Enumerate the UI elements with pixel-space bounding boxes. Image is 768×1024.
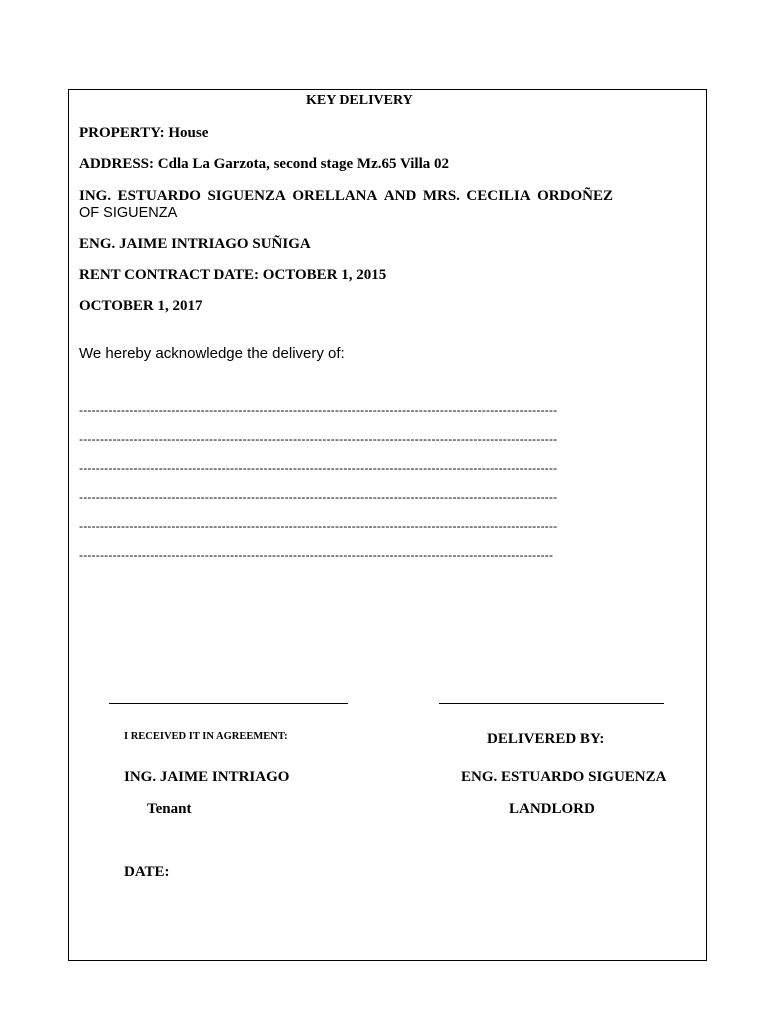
received-caption: I RECEIVED IT IN AGREEMENT: — [124, 731, 288, 742]
owners-word: SIGUENZA — [207, 188, 286, 204]
date-label: DATE: — [124, 864, 170, 880]
owners-line-1 — [79, 188, 613, 205]
second-date: OCTOBER 1, 2017 — [79, 298, 203, 314]
landlord-signature-line — [439, 703, 664, 704]
tenant-signature-line — [109, 703, 348, 704]
property-line: PROPERTY: House — [79, 125, 209, 141]
blank-line: ------------------------------------------------------------------------------------------------------------------ — [79, 403, 558, 417]
blank-line: ----------------------------------------------------------------------------------------------------------------- — [79, 548, 554, 562]
landlord-role: LANDLORD — [509, 801, 595, 817]
owners-word: ING. — [79, 188, 112, 204]
owners-word: AND — [383, 188, 417, 204]
blank-line: ------------------------------------------------------------------------------------------------------------------ — [79, 432, 558, 446]
owners-word: MRS. — [422, 188, 460, 204]
address-line: ADDRESS: Cdla La Garzota, second stage Mz.65 Villa 02 — [79, 156, 449, 172]
owners-line-2: OF SIGUENZA — [79, 205, 178, 221]
owners-word: ORDOÑEZ — [537, 188, 613, 204]
tenant-name-line: ENG. JAIME INTRIAGO SUÑIGA — [79, 236, 311, 252]
blank-line: ------------------------------------------------------------------------------------------------------------------ — [79, 461, 558, 475]
delivered-by-caption: DELIVERED BY: — [487, 731, 605, 747]
owners-word: ESTUARDO — [117, 188, 201, 204]
tenant-role: Tenant — [147, 801, 192, 817]
landlord-signature-name: ENG. ESTUARDO SIGUENZA — [461, 769, 667, 785]
owners-word: CECILIA — [466, 188, 531, 204]
owners-word: ORELLANA — [292, 188, 378, 204]
tenant-signature-name: ING. JAIME INTRIAGO — [124, 769, 290, 785]
blank-line: ------------------------------------------------------------------------------------------------------------------ — [79, 519, 558, 533]
acknowledge-text: We hereby acknowledge the delivery of: — [79, 345, 345, 362]
rent-contract-date: RENT CONTRACT DATE: OCTOBER 1, 2015 — [79, 267, 387, 283]
blank-line: ------------------------------------------------------------------------------------------------------------------ — [79, 490, 558, 504]
document-title: KEY DELIVERY — [306, 93, 413, 108]
